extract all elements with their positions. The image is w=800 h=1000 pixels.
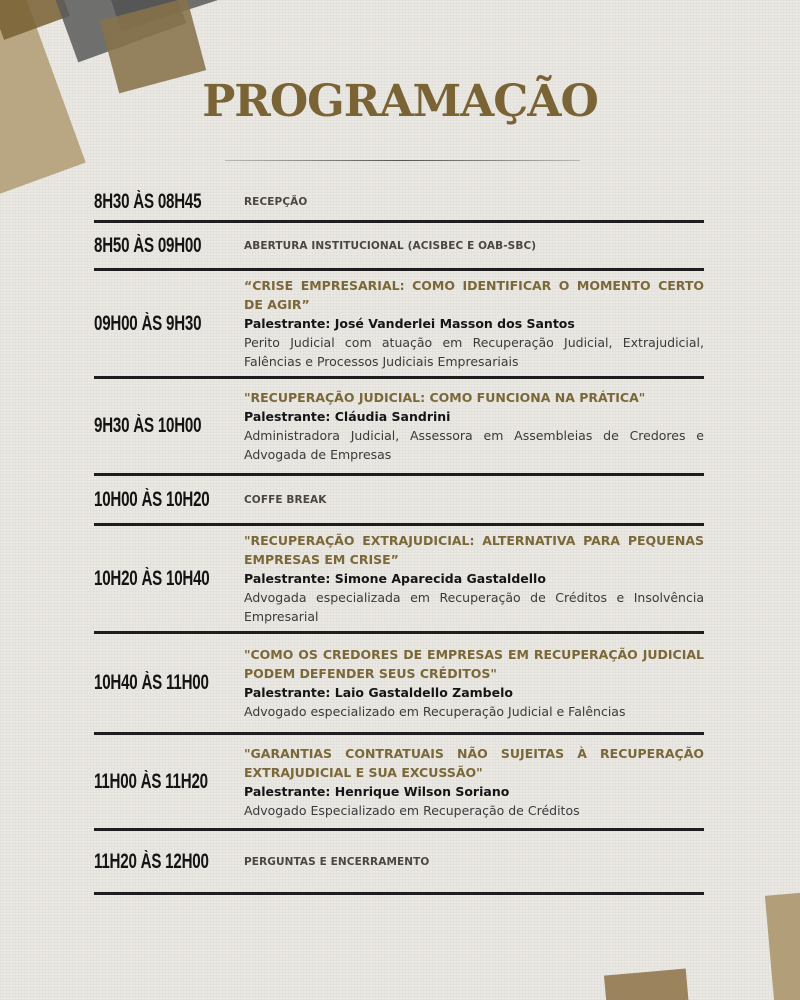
speaker-name: Palestrante: Cláudia Sandrini <box>244 409 451 424</box>
speaker-bio: Advogado Especializado em Recuperação de Créditos <box>244 802 580 818</box>
schedule-list <box>94 183 704 895</box>
decorative-square <box>765 891 800 1000</box>
speaker-bio: Perito Judicial com atuação em Recuperação Judicial, Extrajudicial, Falências e Processos Judiciais Empresariais <box>244 335 704 369</box>
schedule-time: 8H30 ÀS 08H45 <box>94 189 202 213</box>
schedule-time: 11H00 ÀS 11H20 <box>94 769 208 793</box>
schedule-time: 10H20 ÀS 10H40 <box>94 566 210 590</box>
title-divider <box>225 160 580 161</box>
schedule-row <box>94 831 704 895</box>
schedule-label: ABERTURA INSTITUCIONAL (ACISBEC E OAB-SBC) <box>244 239 537 252</box>
talk-title: "COMO OS CREDORES DE EMPRESAS EM RECUPERAÇÃO JUDICIAL PODEM DEFENDER SEUS CRÉDITOS" <box>244 647 704 681</box>
schedule-label: COFFE BREAK <box>244 493 327 506</box>
speaker-bio: Advogada especializada em Recuperação de Créditos e Insolvência Empresarial <box>244 590 704 624</box>
schedule-time: 09H00 ÀS 9H30 <box>94 311 202 335</box>
schedule-row <box>94 476 704 526</box>
schedule-row <box>94 271 704 379</box>
schedule-row <box>94 379 704 476</box>
schedule-time: 8H50 ÀS 09H00 <box>94 233 202 257</box>
talk-title: “CRISE EMPRESARIAL: COMO IDENTIFICAR O MOMENTO CERTO DE AGIR” <box>244 278 704 312</box>
decorative-square <box>604 969 690 1000</box>
schedule-label: PERGUNTAS E ENCERRAMENTO <box>244 855 430 868</box>
speaker-bio: Advogado especializado em Recuperação Judicial e Falências <box>244 704 626 719</box>
schedule-row <box>94 183 704 223</box>
schedule-time: 9H30 ÀS 10H00 <box>94 414 202 437</box>
schedule-row <box>94 223 704 271</box>
schedule-time: 11H20 ÀS 12H00 <box>94 849 209 873</box>
schedule-time: 10H00 ÀS 10H20 <box>94 487 210 511</box>
speaker-name: Palestrante: José Vanderlei Masson dos Santos <box>244 316 575 331</box>
talk-title: "RECUPERAÇÃO JUDICIAL: COMO FUNCIONA NA PRÁTICA" <box>244 390 646 405</box>
schedule-label: RECEPÇÃO <box>244 195 308 208</box>
speaker-name: Palestrante: Simone Aparecida Gastaldello <box>244 571 546 586</box>
schedule-row <box>94 526 704 634</box>
talk-title: "GARANTIAS CONTRATUAIS NÃO SUJEITAS À RECUPERAÇÃO EXTRAJUDICIAL E SUA EXCUSSÃO" <box>244 745 704 780</box>
talk-title: "RECUPERAÇÃO EXTRAJUDICIAL: ALTERNATIVA PARA PEQUENAS EMPRESAS EM CRISE” <box>244 533 704 567</box>
speaker-name: Palestrante: Henrique Wilson Soriano <box>244 783 510 799</box>
schedule-time: 10H40 ÀS 11H00 <box>94 671 209 694</box>
speaker-bio: Administradora Judicial, Assessora em Assembleias de Credores e Advogada de Empresas <box>244 428 704 462</box>
schedule-row <box>94 735 704 831</box>
page-title: PROGRAMAÇÃO <box>202 76 598 127</box>
schedule-row <box>94 634 704 735</box>
speaker-name: Palestrante: Laio Gastaldello Zambelo <box>244 685 513 700</box>
